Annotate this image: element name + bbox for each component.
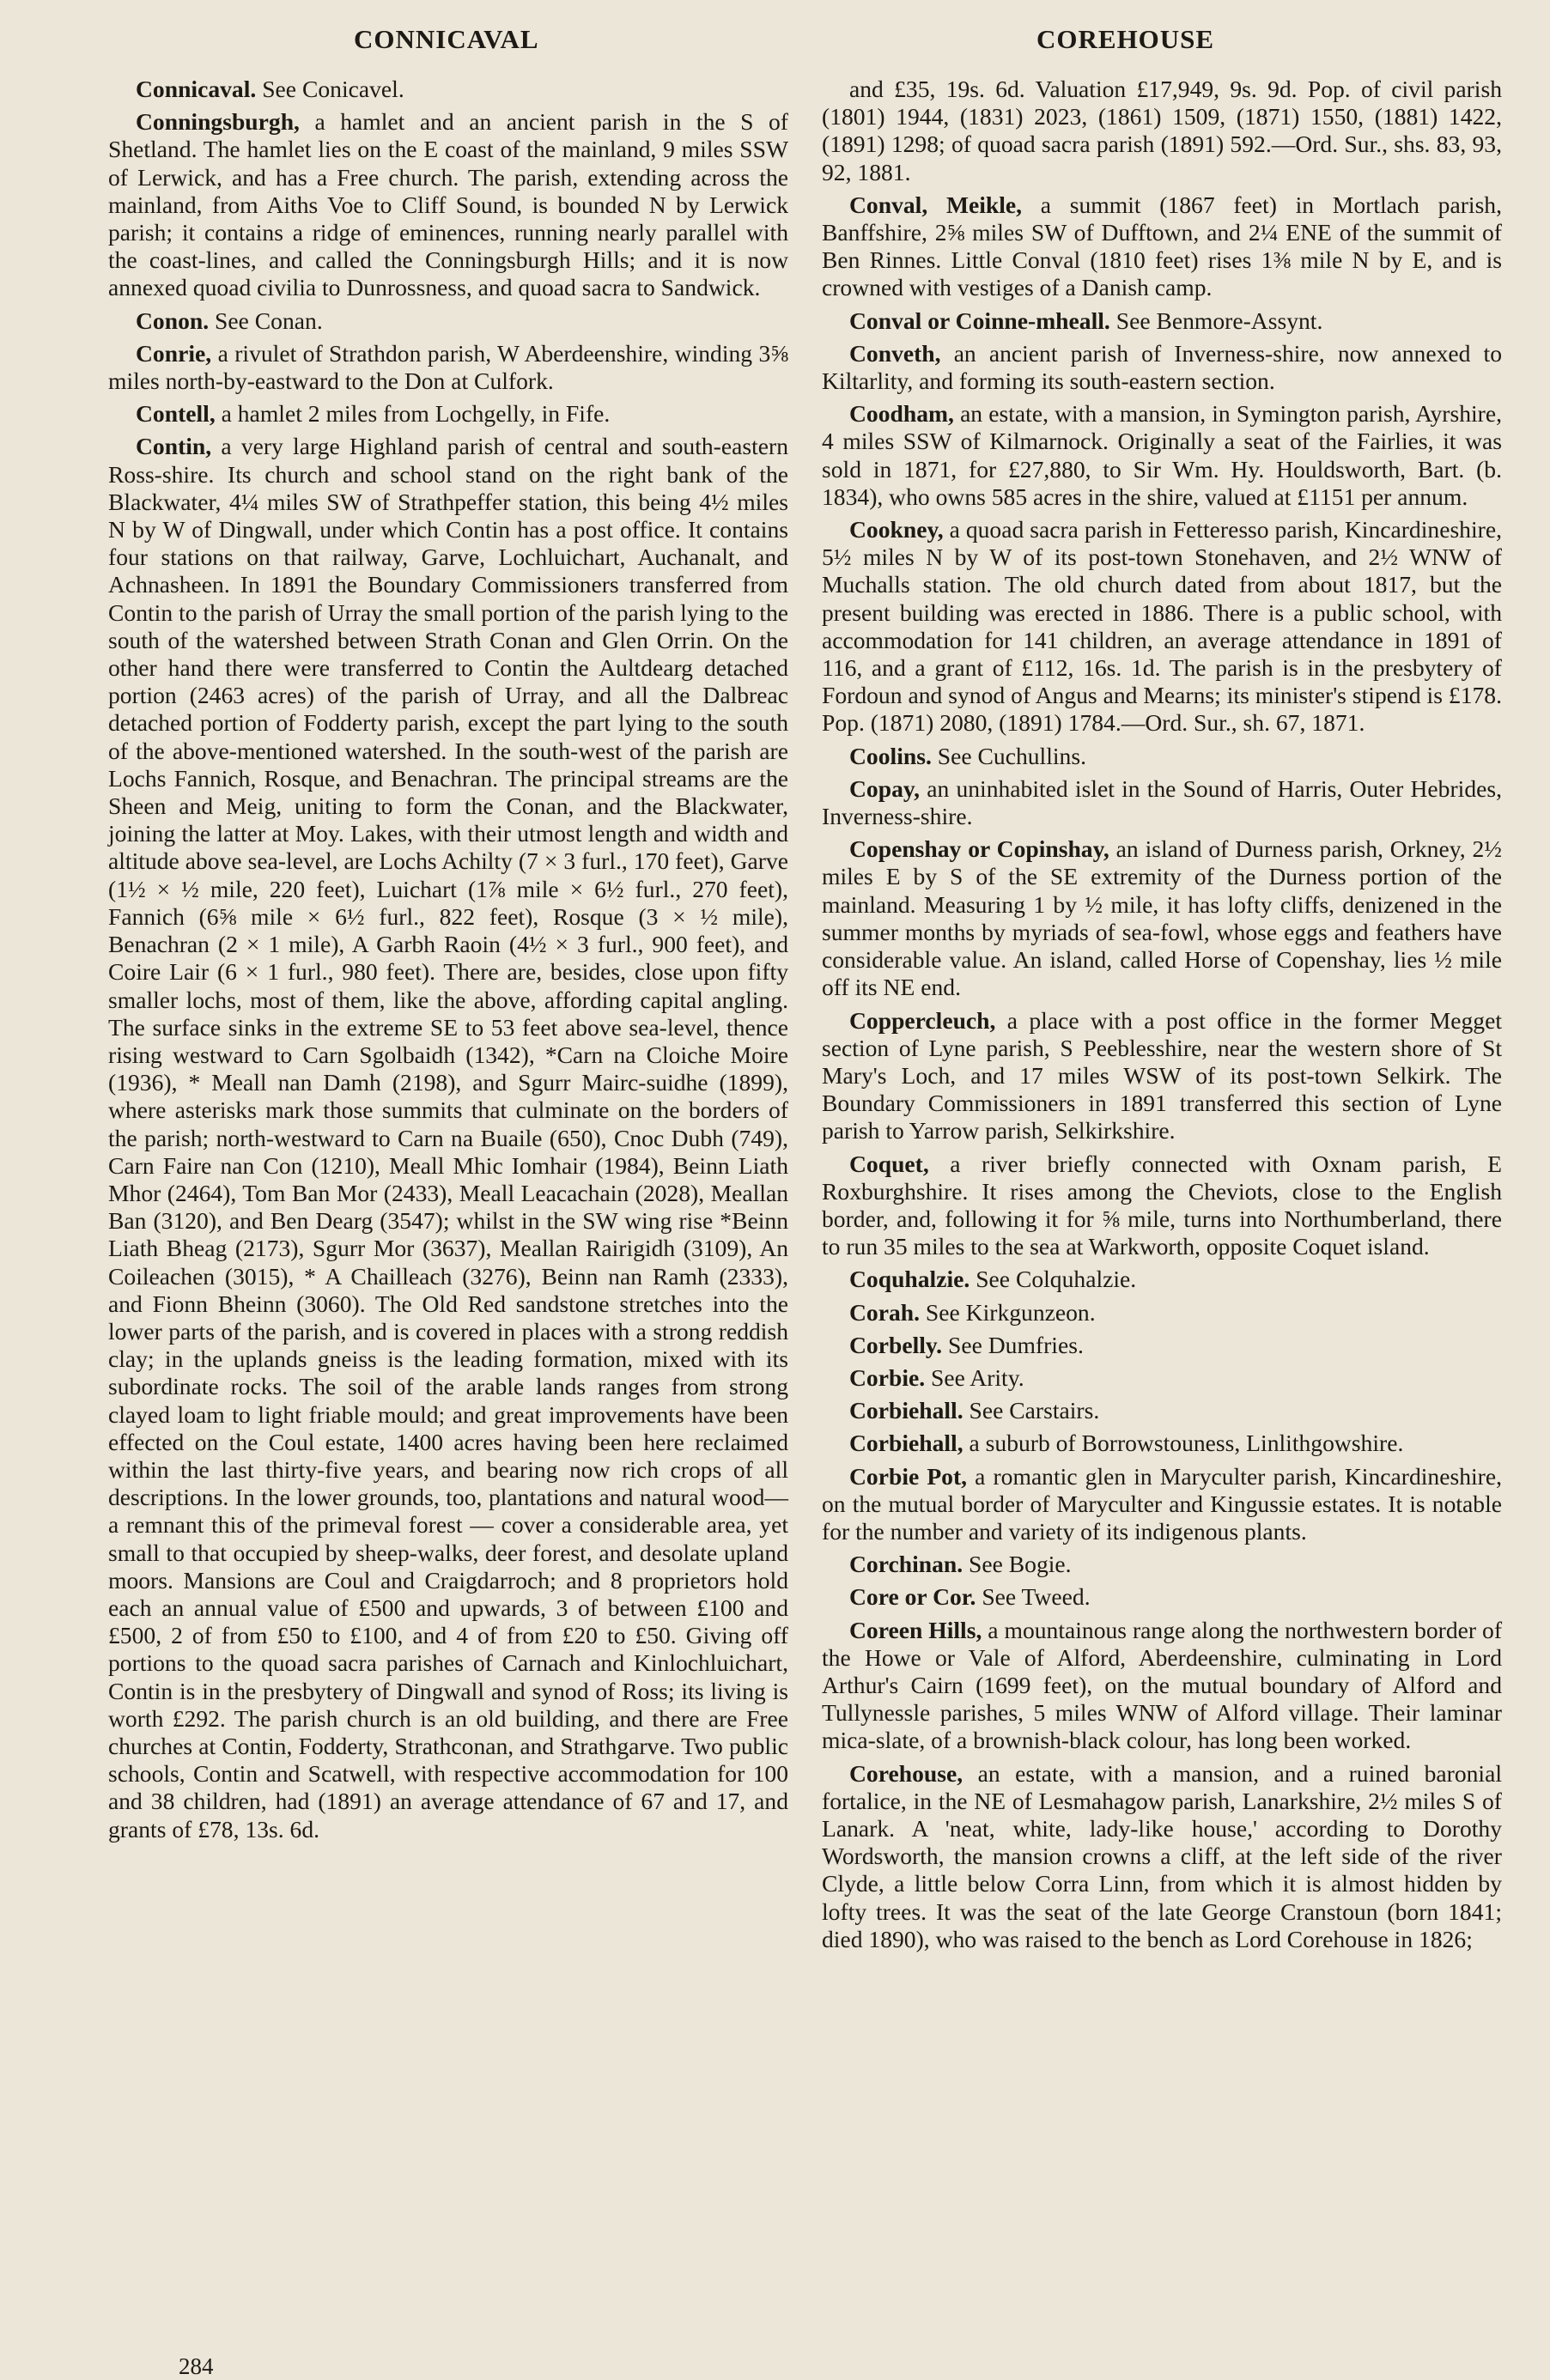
entry-text: an estate, with a mansion, and a ruined baronial fortalice, in the NE of Lesmahagow parish, Lanarkshire, 2½ miles S of Lanark. A 'neat, white, lady-like house,' according to Dorothy Wordsworth, the mansion crowns a cliff, at the left side of the river Clyde, a little below Corra Linn, from which it is almost hidden by lofty trees. It was the seat of the late George Cranstoun (born 1841; died 1890), who was raised to the bench as Lord Corehouse in 1826;	[822, 1759, 1502, 1952]
entry-headword: Cookney,	[849, 516, 944, 543]
running-head-left: CONNICAVAL	[354, 24, 539, 54]
gazetteer-entry	[822, 1430, 1502, 1457]
entry-text: See Arity.	[931, 1363, 1024, 1391]
gazetteer-entry	[822, 1364, 1502, 1392]
entry-text: See Conicavel.	[262, 76, 404, 102]
running-head-right: COREHOUSE	[1036, 24, 1215, 54]
entry-text: See Cuchullins.	[937, 742, 1086, 769]
gazetteer-entry	[822, 516, 1502, 738]
entry-headword: Corbelly.	[849, 1331, 943, 1358]
gazetteer-entry	[822, 1266, 1502, 1293]
entry-text: an ancient parish of Inverness-shire, now annexed to Kiltarlity, and forming its south-eastern section.	[822, 339, 1502, 395]
entry-text: a quoad sacra parish in Fetteresso parish, Kincardineshire, 5½ miles N by W of its post-town Stonehaven, and 2½ WNW of Muchalls station. The old church dated from about 1817, but the present building was erected in 1886. There is a public school, with accommodation for 141 children, an average attendance in 1891 of 116, and a grant of £112, 16s. 1d. The parish is in the presbytery of Fordoun and synod of Angus and Mearns; its minister's stipend is £178. Pop. (1871) 2080, (1891) 1784.—Ord. Sur., sh. 67, 1871.	[822, 516, 1502, 737]
entry-text: See Carstairs.	[969, 1397, 1100, 1424]
entry-headword: Copenshay or Copinshay,	[849, 835, 1109, 863]
gazetteer-entry	[822, 1332, 1502, 1359]
right-column	[822, 76, 1502, 1953]
entry-headword: Core or Cor.	[849, 1583, 976, 1611]
entry-headword: Conningsburgh,	[136, 108, 300, 136]
page-number: 284	[179, 2353, 214, 2379]
gazetteer-entry	[822, 1463, 1502, 1546]
entry-text: See Kirkgunzeon.	[925, 1298, 1096, 1326]
gazetteer-entry	[822, 1151, 1502, 1261]
entry-text: a mountainous range along the northwestern border of the Howe or Vale of Alford, Aberdeenshire, culminating in Lord Arthur's Cairn (1699 feet), on the mutual boundary of Alford and Tullynessle parishes, 5 miles WNW of Alford village. Their laminar mica-slate, of a brownish-black colour, has long been worked.	[822, 1616, 1503, 1754]
entry-headword: Contin,	[136, 433, 212, 460]
entry-headword: Coodham,	[849, 400, 954, 428]
entry-headword: Corbie.	[849, 1363, 926, 1391]
entry-headword: Coquhalzie.	[849, 1266, 970, 1293]
entry-headword: Coppercleuch,	[849, 1006, 996, 1034]
entry-headword: Conveth,	[849, 339, 941, 367]
entry-headword: Corbiehall.	[849, 1397, 963, 1424]
gazetteer-entry	[108, 433, 788, 1843]
gazetteer-entry	[822, 191, 1502, 302]
gazetteer-entry	[822, 1583, 1502, 1611]
entry-text: a summit (1867 feet) in Mortlach parish, Banffshire, 2⅝ miles SW of Dufftown, and 2¼ ENE of the summit of Ben Rinnes. Little Conval (1810 feet) rises 1⅜ mile N by E, and is crowned with vestiges of a Danish camp.	[822, 191, 1502, 301]
gazetteer-entry	[822, 400, 1502, 511]
entry-headword: Conon.	[136, 307, 210, 334]
entry-text: a rivulet of Strathdon parish, W Aberdeenshire, winding 3⅝ miles north-by-eastward to the Don at Culfork.	[108, 339, 788, 395]
gazetteer-entry	[822, 1397, 1502, 1424]
gazetteer-entry	[822, 307, 1502, 335]
gazetteer-entry	[108, 400, 788, 428]
entry-text: See Benmore-Assynt.	[1115, 307, 1323, 334]
entry-text: See Colquhalzie.	[976, 1266, 1137, 1293]
gazetteer-entry	[108, 340, 788, 395]
entry-text: a hamlet and an ancient parish in the S of Shetland. The hamlet lies on the E coast of the mainland, 9 miles SSW of Lerwick, and has a Free church. The parish, extending across the mainland, from Aiths Voe to Cliff Sound, is bounded N by Lerwick parish; it contains a ridge of eminences, running nearly parallel with the coast-lines, and called the Conningsburgh Hills; and it is now annexed quoad civilia to Dunrossness, and quoad sacra to Sandwick.	[108, 108, 788, 301]
entry-headword: Conval, Meikle,	[849, 191, 1023, 218]
entry-text: a very large Highland parish of central and south-eastern Ross-shire. Its church and school stand on the right bank of the Blackwater, 4¼ miles SW of Strathpeffer station, this being 4½ miles N by W of Dingwall, under which Contin has a post office. It contains four stations on that railway, Garve, Lochluichart, Auchanalt, and Achnasheen. In 1891 the Boundary Commissioners transferred from Contin to the parish of Urray the small portion of the parish lying to the south of the watershed between Strath Conan and Glen Orrin. On the other hand there were transferred to Contin the Aultdearg detached portion (2463 acres) of the parish of Urray, and all the Dalbreac detached portion of Fodderty parish, except the part lying to the south of the above-mentioned watershed. In the south-west of the parish are Lochs Fannich, Rosque, and Benachran. The principal streams are the Sheen and Meig, uniting to form the Conan, and the Blackwater, joining the latter at Moy. Lakes, with their utmost length and width and altitude above sea-level, are Lochs Achilty (7 × 3 furl., 170 feet), Garve (1½ × ½ mile, 220 feet), Luichart (1⅞ mile × 6½ furl., 270 feet), Fannich (6⅝ mile × 6½ furl., 822 feet), Rosque (3 × ½ mile), Benachran (2 × 1 mile), A Garbh Raoin (4½ × 3 furl., 900 feet), and Coire Lair (6 × 1 furl., 980 feet). There are, besides, close upon fifty smaller lochs, most of them, like the above, affording capital angling. The surface sinks in the extreme SE to 53 feet above sea-level, thence rising westward to Carn Sgolbaidh (1342), *Carn na Cloiche Moire (1936), * Meall nan Damh (2198), and Sgurr Mairc-suidhe (1899), where asterisks mark those summits that culminate on the borders of the parish; north-westward to Carn na Buaile (650), Cnoc Dubh (749), Carn Faire nan Con (1210), Meall Mhic Iomhair (1984), Beinn Liath Mhor (2464), Tom Ban Mor (2433), Meall Leacachain (2028), Meallan Ban (3120), and Ben Dearg (3547); whilst in the SW wing rise *Beinn Liath Bheag (2173), Sgurr Mor (3637), Meallan Rairigidh (3109), An Coileachen (3015), * A Chailleach (3276), Beinn nan Ramh (2333), and Fionn Bheinn (3060). The Old Red sandstone stretches into the lower parts of the parish, and is covered in places with a strong reddish clay; in the uplands gneiss is the leading formation, mixed with its subordinate rocks. The soil of the arable lands ranges from strong clayed loam to light friable mould; and great improvements have been effected on the Coul estate, 1400 acres having been here reclaimed within the last thirty-five years, and bearing now rich crops of all descriptions. In the lower grounds, too, plantations and natural wood—a remnant this of the primeval forest — cover a considerable area, yet small to that occupied by sheep-walks, deer forest, and desolate upland moors. Mansions are Coul and Craigdarroch; and 8 proprietors hold each an annual value of £500 and upwards, 3 of between £100 and £500, 2 of from £50 to £100, and 4 of from £20 to £50. Giving off portions to the quoad sacra parishes of Carnach and Kinlochluichart, Contin is in the presbytery of Dingwall and synod of Ross; its living is worth £292. The parish church is an old building, and there are Free churches at Contin, Fodderty, Strathconan, and Strathgarve. Two public schools, Contin and Scatwell, with respective accommodation for 100 and 38 children, had (1891) an average attendance of 67 and 17, and grants of £78, 13s. 6d.	[108, 433, 788, 1843]
entry-text: See Conan.	[215, 307, 323, 334]
entry-headword: Corbie Pot,	[849, 1462, 968, 1490]
entry-headword: Corchinan.	[849, 1551, 963, 1578]
entry-headword: Contell,	[136, 400, 216, 428]
gazetteer-entry	[108, 307, 788, 335]
gazetteer-entry	[822, 1007, 1502, 1145]
entry-text: a romantic glen in Maryculter parish, Kincardineshire, on the mutual border of Maryculter and Kingussie estates. It is notable for the number and variety of its indigenous plants.	[822, 1462, 1502, 1545]
gazetteer-entry	[822, 743, 1502, 770]
entry-text: a suburb of Borrowstouness, Linlithgowshire.	[969, 1430, 1404, 1457]
entry-headword: Corbiehall,	[849, 1430, 963, 1457]
entry-headword: Coquet,	[849, 1150, 929, 1177]
entry-text: a hamlet 2 miles from Lochgelly, in Fife.	[221, 400, 611, 428]
entry-text: and £35, 19s. 6d. Valuation £17,949, 9s. 9d. Pop. of civil parish (1801) 1944, (1831) 2023, (1861) 1509, (1871) 1550, (1881) 1422, (1891) 1298; of quoad sacra parish (1891) 592.—Ord. Sur., shs. 83, 93, 92, 1881.	[822, 76, 1502, 185]
entry-text: See Bogie.	[969, 1551, 1072, 1578]
entry-text: an uninhabited islet in the Sound of Harris, Outer Hebrides, Inverness-shire.	[822, 774, 1502, 830]
entry-text: See Dumfries.	[947, 1331, 1084, 1358]
gazetteer-entry	[108, 76, 788, 103]
entry-headword: Coolins.	[849, 742, 932, 769]
entry-text: an estate, with a mansion, in Symington parish, Ayrshire, 4 miles SSW of Kilmarnock. Originally a seat of the Fairlies, it was sold in 1871, for £27,880, to Sir Wm. Hy. Houldsworth, Bart. (b. 1834), who owns 585 acres in the shire, valued at £1151 per annum.	[822, 400, 1502, 510]
gazetteer-entry	[822, 1299, 1502, 1327]
entry-text: See Tweed.	[982, 1583, 1091, 1611]
entry-text: a river briefly connected with Oxnam parish, E Roxburghshire. It rises among the Cheviots, close to the English border, and, following it for ⅝ mile, turns into Northumberland, there to run 35 miles to the sea at Warkworth, opposite Coquet island.	[822, 1150, 1503, 1260]
entry-headword: Conval or Coinne-mheall.	[849, 307, 1110, 334]
gazetteer-entry	[108, 108, 788, 301]
entry-headword: Corah.	[849, 1298, 921, 1326]
entry-headword: Corehouse,	[849, 1759, 963, 1787]
entry-headword: Copay,	[849, 774, 921, 802]
entry-text: a place with a post office in the former Megget section of Lyne parish, S Peeblesshire, near the western shore of St Mary's Loch, and 17 miles WSW of its post-town Selkirk. The Boundary Commissioners in 1891 transferred this section of Lyne parish to Yarrow parish, Selkirkshire.	[822, 1006, 1502, 1144]
gazetteer-entry	[822, 1617, 1502, 1755]
entry-headword: Conrie,	[136, 339, 212, 367]
entry-headword: Connicaval.	[136, 76, 257, 102]
left-column	[108, 76, 788, 1843]
gazetteer-entry	[822, 1551, 1502, 1578]
gazetteer-entry	[822, 76, 1502, 186]
gazetteer-entry	[822, 1760, 1502, 1953]
entry-text: an island of Durness parish, Orkney, 2½ miles E by S of the SE extremity of the Durness portion of the mainland. Measuring 1 by ½ mile, it has lofty cliffs, denizened in the summer months by myriads of sea-fowl, whose eggs and feathers have considerable value. An island, called Horse of Copenshay, lies ½ mile off its NE end.	[822, 835, 1502, 1001]
gazetteer-entry	[822, 835, 1502, 1001]
gazetteer-entry	[822, 775, 1502, 830]
entry-headword: Coreen Hills,	[849, 1616, 982, 1643]
gazetteer-entry	[822, 340, 1502, 395]
